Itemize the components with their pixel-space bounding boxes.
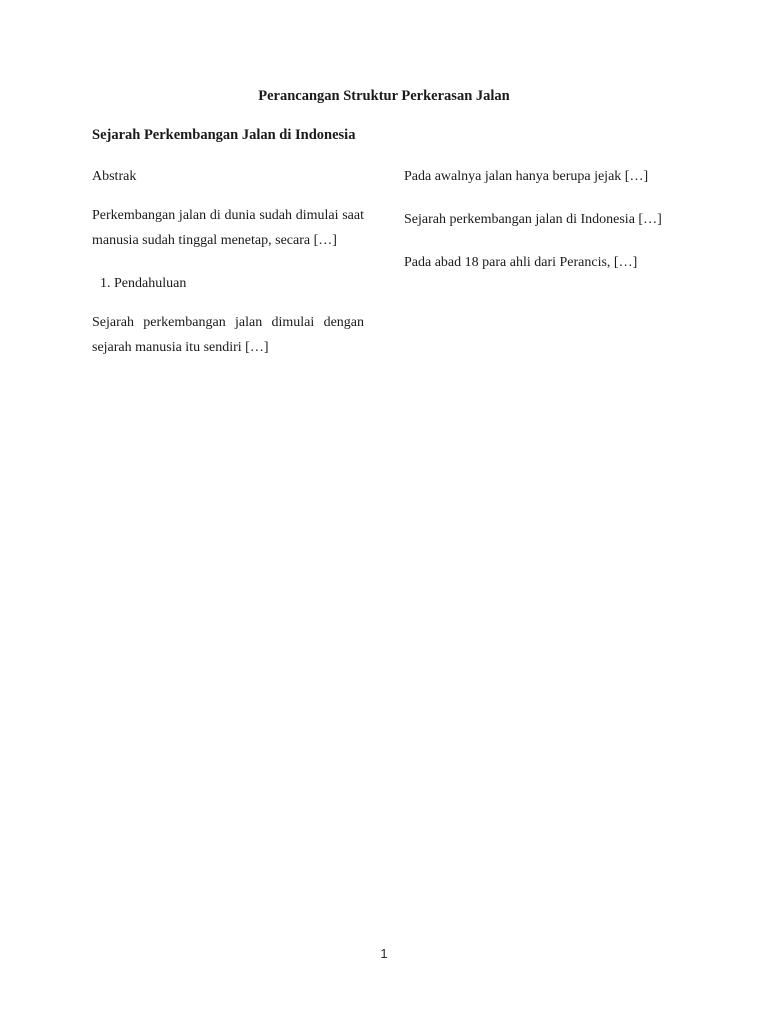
abstract-paragraph: Perkembangan jalan di dunia sudah dimulai saat manusia sudah tinggal menetap, secara […] <box>92 208 364 248</box>
abstract-heading: Abstrak <box>92 169 137 184</box>
document-subtitle: Sejarah Perkembangan Jalan di Indonesia <box>92 127 356 143</box>
paragraph-sejarah-indonesia: Sejarah perkembangan jalan di Indonesia […] <box>404 212 662 227</box>
paragraph-abad-18: Pada abad 18 para ahli dari Perancis, […] <box>404 255 638 270</box>
page-number: 1 <box>380 946 388 961</box>
right-column <box>404 164 676 378</box>
section-heading-pendahuluan: 1. Pendahuluan <box>100 276 187 291</box>
document-title: Perancangan Struktur Perkerasan Jalan <box>258 88 510 104</box>
two-column-body <box>92 164 676 378</box>
pendahuluan-paragraph: Sejarah perkembangan jalan dimulai dengan sejarah manusia itu sendiri […] <box>92 315 364 355</box>
left-column <box>92 164 364 378</box>
paragraph-jalan-awal: Pada awalnya jalan hanya berupa jejak […] <box>404 169 649 184</box>
